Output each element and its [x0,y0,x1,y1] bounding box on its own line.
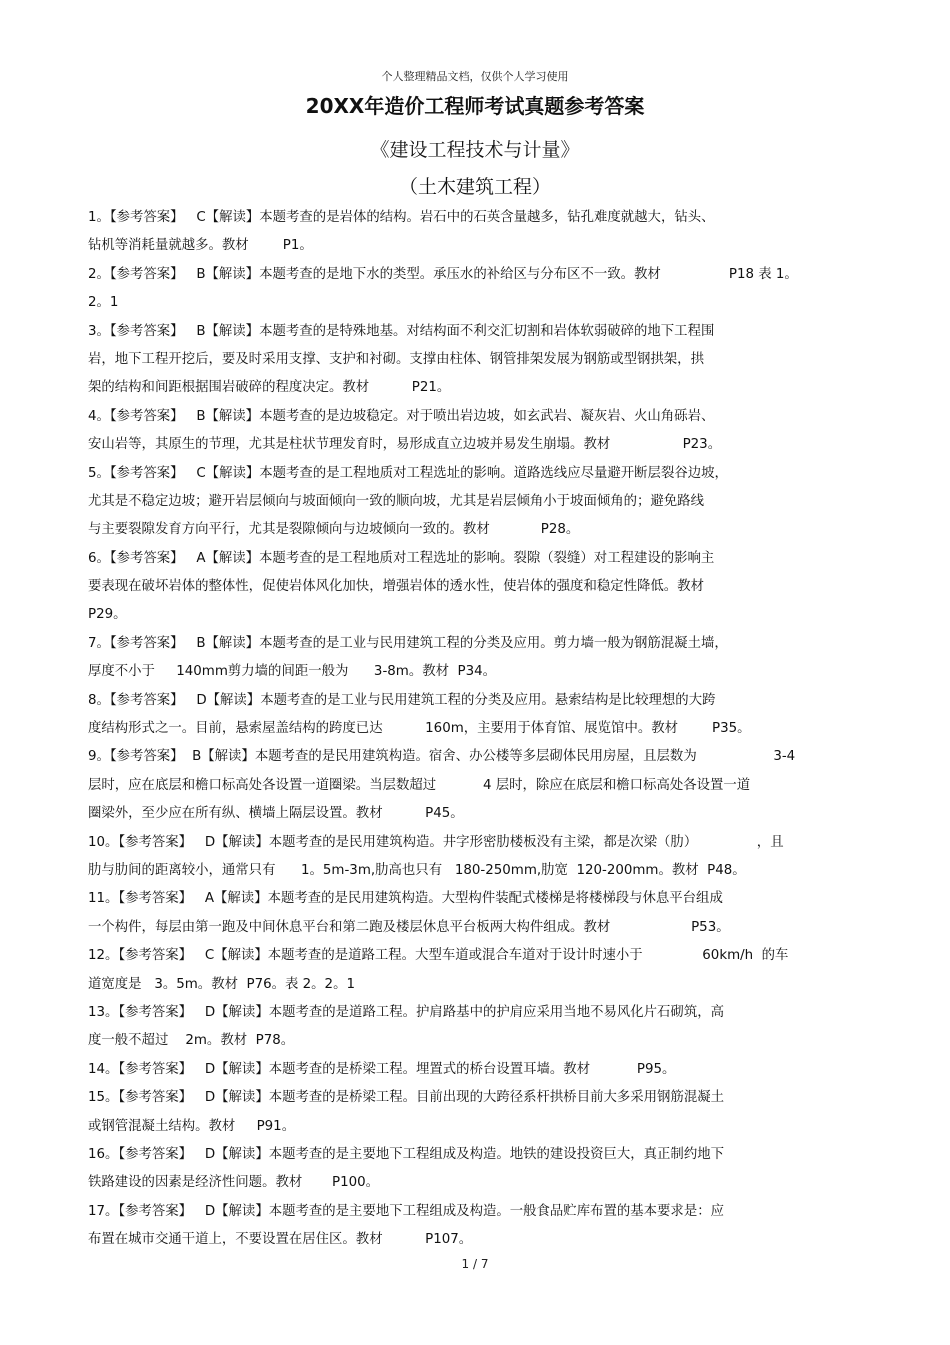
answer-line: 与主要裂隙发育方向平行，尤其是裂隙倾向与边坡倾向一致的。教材 P28。 [88,522,580,538]
answer-line: 厚度不小于 140mm剪力墙的间距一般为 3-8m。教材 P34。 [88,664,497,680]
answer-list [88,204,863,1254]
answer-line: 铁路建设的因素是经济性问题。教材 P100。 [88,1175,380,1191]
answer-line: 层时，应在底层和檐口标高处各设置一道圈梁。当层数超过 4 层时，除应在底层和檐口标高处各设置一道 [88,777,751,793]
answer-line: 一个构件，每层由第一跑及中间休息平台和第二跑及楼层休息平台板两大构件组成。教材 P53。 [88,919,730,935]
answer-line: 17。【参考答案】 D【解读】本题考查的是主要地下工程组成及构造。一般食品贮库布置的基本要求是：应 [88,1203,724,1219]
answer-line: 圈梁外，至少应在所有纵、横墙上隔层设置。教材 P45。 [88,806,464,822]
answer-line: 6。【参考答案】 A【解读】本题考查的是工程地质对工程选址的影响。裂隙（裂缝）对工程建设的影响主 [88,550,715,566]
subtitle-book: 《建设工程技术与计量》 [370,139,580,161]
answer-line: 钻机等消耗量就越多。教材 P1。 [88,238,313,254]
answer-line: 度一般不超过 2m。教材 P78。 [88,1033,295,1049]
page-title: 20XX年造价工程师考试真题参考答案 [305,94,645,118]
answer-line: 道宽度是 3。5m。教材 P76。表 2。2。1 [88,976,355,992]
answer-line: 11。【参考答案】 A【解读】本题考查的是民用建筑构造。大型构件装配式楼梯是将楼梯段与休息平台组成 [88,891,723,907]
answer-line: 要表现在破坏岩体的整体性，促使岩体风化加快，增强岩体的透水性，使岩体的强度和稳定性降低。教材 [88,579,704,595]
answer-line: 架的结构和间距根据围岩破碎的程度决定。教材 P21。 [88,380,451,396]
answer-line: 9。【参考答案】 B【解读】本题考查的是民用建筑构造。宿舍、办公楼等多层砌体民用房屋，且层数为 3-4 [88,749,796,765]
answer-line: 或钢管混凝土结构。教材 P91。 [88,1118,296,1134]
answer-line: 4。【参考答案】 B【解读】本题考查的是边坡稳定。对于喷出岩边坡，如玄武岩、凝灰岩、火山角砾岩、 [88,408,715,424]
answer-line: 12。【参考答案】 C【解读】本题考查的是道路工程。大型车道或混合车道对于设计时速小于 60km/h 的车 [88,948,789,964]
answer-line: 2。【参考答案】 B【解读】本题考查的是地下水的类型。承压水的补给区与分布区不一致。教材 P18 表 1。 [88,266,798,282]
answer-line: 度结构形式之一。目前，悬索屋盖结构的跨度已达 160m，主要用于体育馆、展览馆中。教材 P35。 [88,721,751,737]
header-note: 个人整理精品文档，仅供个人学习使用 [381,70,569,83]
answer-line: 安山岩等，其原生的节理，尤其是柱状节理发育时，易形成直立边坡并易发生崩塌。教材 P23。 [88,437,722,453]
answer-line: 10。【参考答案】 D【解读】本题考查的是民用建筑构造。井字形密肋楼板没有主梁，都是次梁（肋） ，且 [88,834,784,850]
subtitle-category: （土木建筑工程） [398,176,551,198]
page-number: 1 / 7 [461,1257,489,1271]
answer-line: 7。【参考答案】 B【解读】本题考查的是工业与民用建筑工程的分类及应用。剪力墙一般为钢筋混凝土墙， [88,635,728,651]
answer-line: 16。【参考答案】 D【解读】本题考查的是主要地下工程组成及构造。地铁的建设投资巨大，真正制约地下 [88,1146,724,1162]
answer-line: 肋与肋间的距离较小，通常只有 1。5m-3m,肋高也只有 180-250mm,肋宽 120-200mm。教材 P48。 [88,862,746,878]
answer-line: 3。【参考答案】 B【解读】本题考查的是特殊地基。对结构面不利交汇切割和岩体软弱破碎的地下工程围 [88,323,715,339]
answer-line: 布置在城市交通干道上，不要设置在居住区。教材 P107。 [88,1232,473,1248]
answer-line: 2。1 [88,295,119,311]
answer-line: 岩，地下工程开挖后，要及时采用支撑、支护和衬砌。支撑由柱体、钢管排架发展为钢筋或型钢拱架，拱 [88,351,704,367]
answer-line: 13。【参考答案】 D【解读】本题考查的是道路工程。护肩路基中的护肩应采用当地不易风化片石砌筑，高 [88,1004,724,1020]
answer-line: 14。【参考答案】 D【解读】本题考查的是桥梁工程。埋置式的桥台设置耳墙。教材 P95。 [88,1061,676,1077]
answer-line: 5。【参考答案】 C【解读】本题考查的是工程地质对工程选址的影响。道路选线应尽量避开断层裂谷边坡， [88,465,728,481]
answer-line: 8。【参考答案】 D【解读】本题考查的是工业与民用建筑工程的分类及应用。悬索结构是比较理想的大跨 [88,692,716,708]
answer-line: P29。 [88,607,127,623]
answer-line: 15。【参考答案】 D【解读】本题考查的是桥梁工程。目前出现的大跨径系杆拱桥目前大多采用钢筋混凝土 [88,1090,724,1106]
answer-line: 1。【参考答案】 C【解读】本题考查的是岩体的结构。岩石中的石英含量越多，钻孔难度就越大，钻头、 [88,210,715,225]
answer-line: 尤其是不稳定边坡；避开岩层倾向与坡面倾向一致的顺向坡，尤其是岩层倾角小于坡面倾角的；避免路线 [88,493,704,509]
